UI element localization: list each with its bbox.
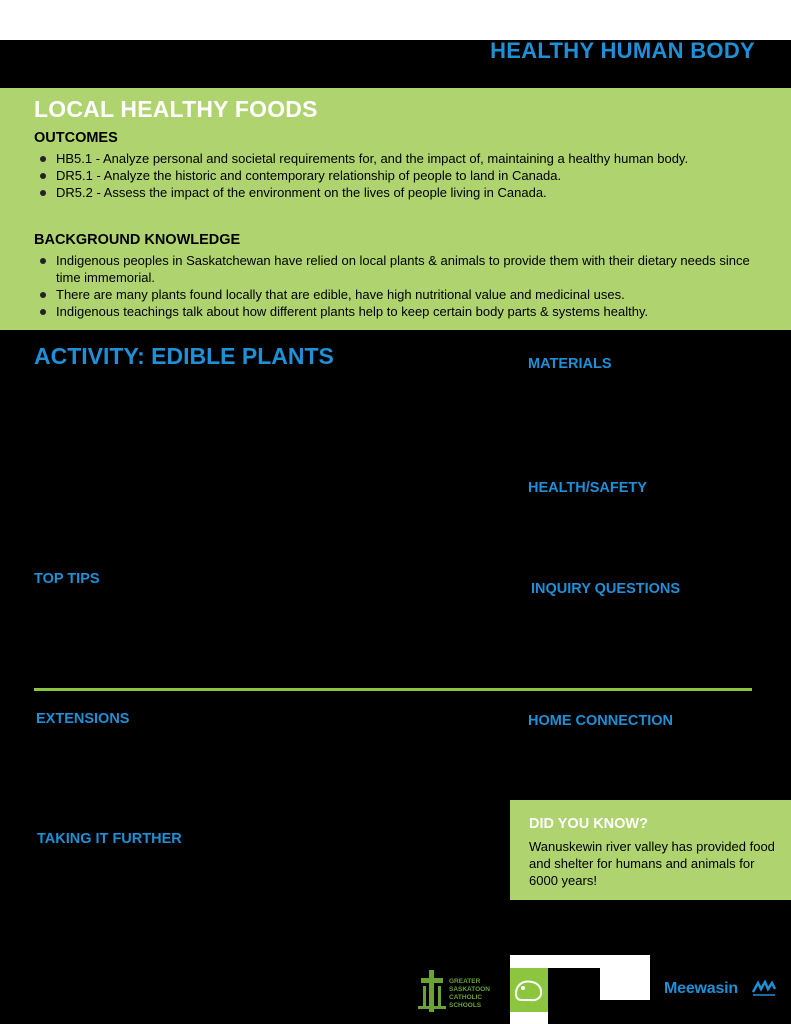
background-item: Indigenous peoples in Saskatchewan have relied on local plants & animals to provide them with their dietary needs since time immemorial. bbox=[38, 252, 758, 286]
inquiry-questions-heading: INQUIRY QUESTIONS bbox=[531, 581, 681, 597]
outcome-item: DR5.2 - Assess the impact of the environment on the lives of people living in Canada. bbox=[38, 184, 738, 201]
did-you-know-text: Wanuskewin river valley has provided food and shelter for humans and animals for 6000 years! bbox=[529, 839, 775, 888]
taking-it-further-heading: TAKING IT FURTHER bbox=[37, 831, 182, 847]
top-white-strip bbox=[0, 0, 791, 40]
outcomes-list bbox=[38, 150, 738, 201]
activity-title: ACTIVITY: EDIBLE PLANTS bbox=[34, 343, 334, 369]
logo-block-dark bbox=[548, 968, 600, 1024]
top-tips-heading: TOP TIPS bbox=[34, 571, 100, 587]
outcome-item: DR5.1 - Analyze the historic and contemporary relationship of people to land in Canada. bbox=[38, 167, 738, 184]
meewasin-wave-icon bbox=[752, 980, 776, 996]
background-item: There are many plants found locally that are edible, have high nutritional value and medicinal uses. bbox=[38, 286, 758, 303]
materials-heading: MATERIALS bbox=[528, 356, 612, 372]
extensions-heading: EXTENSIONS bbox=[36, 711, 130, 727]
background-knowledge-list bbox=[38, 252, 758, 320]
home-connection-heading: HOME CONNECTION bbox=[528, 713, 673, 729]
logo-block-dark bbox=[600, 1000, 650, 1024]
did-you-know-title: DID YOU KNOW? bbox=[529, 816, 648, 832]
logo-text-line: CATHOLIC bbox=[449, 994, 483, 1001]
cross-icon bbox=[417, 966, 447, 1014]
gscs-logo bbox=[417, 966, 497, 1014]
logo-text-line: GREATER bbox=[449, 978, 481, 985]
outcomes-heading: OUTCOMES bbox=[34, 130, 118, 146]
logo-text-line: SCHOOLS bbox=[449, 1002, 482, 1009]
section-title: LOCAL HEALTHY FOODS bbox=[34, 96, 318, 122]
section-divider bbox=[34, 688, 752, 691]
outcome-item: HB5.1 - Analyze personal and societal requirements for, and the impact of, maintaining a healthy human body. bbox=[38, 150, 738, 167]
background-knowledge-heading: BACKGROUND KNOWLEDGE bbox=[34, 232, 241, 248]
background-item: Indigenous teachings talk about how different plants help to keep certain body parts & systems healthy. bbox=[38, 303, 758, 320]
meewasin-logo-text: Meewasin bbox=[664, 980, 738, 997]
page-header-title: HEALTHY HUMAN BODY bbox=[490, 38, 755, 63]
logo-text-line: SASKATOON bbox=[449, 986, 490, 993]
bison-icon bbox=[510, 968, 548, 1012]
health-safety-heading: HEALTH/SAFETY bbox=[528, 480, 647, 496]
wanuskewin-logo-mark bbox=[510, 968, 548, 1012]
